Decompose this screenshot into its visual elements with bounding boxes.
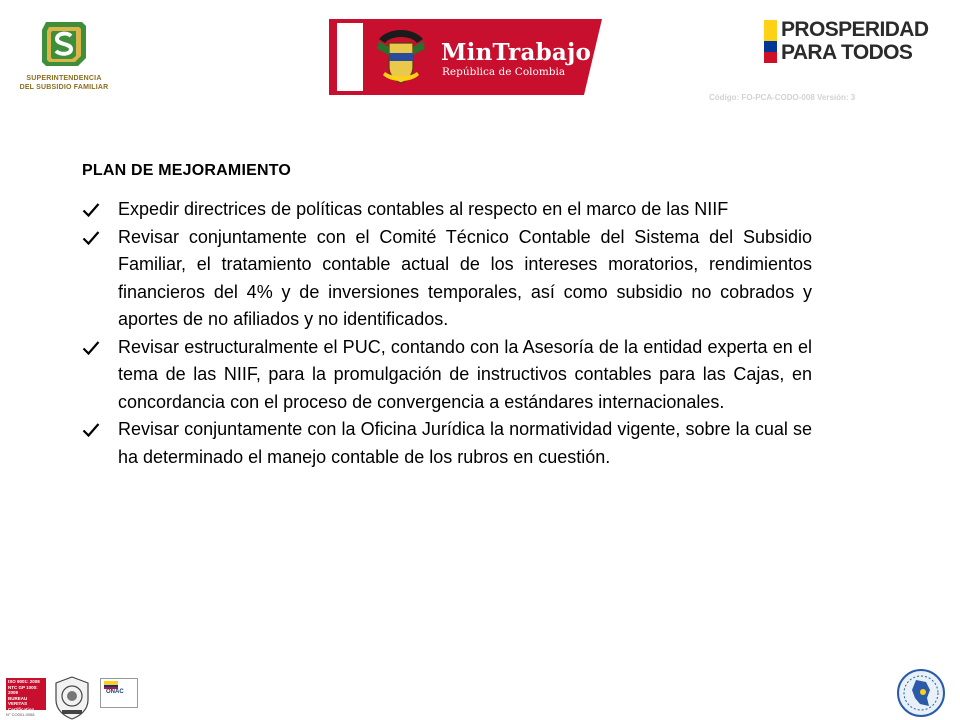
superintendencia-name	[14, 74, 114, 92]
mintrabajo-banner	[329, 19, 602, 95]
main-content	[82, 162, 812, 471]
checkmark-icon	[82, 340, 100, 356]
prosperidad-logo	[762, 18, 942, 66]
iso-certification-badge	[6, 678, 46, 710]
iso-line: NTC GP 1000: 2009	[8, 684, 38, 696]
list-item-text: Revisar conjuntamente con el Comité Técnico Contable del Sistema del Subsidio Familiar, el tratamiento contable actual de los intereses moratorios, rendimientos financieros del 4% y de inversiones temporales, así como subsidio no cobrados y aportes de no afiliados y no identificados.	[118, 226, 812, 329]
list-item	[82, 196, 812, 224]
superintendencia-line1: SUPERINTENDENCIA	[26, 75, 102, 82]
colombia-flag-icon	[764, 20, 777, 63]
page-title: PLAN DE MEJORAMIENTO	[82, 162, 292, 179]
checkmark-icon	[82, 230, 100, 246]
prosperidad-line2: PARA TODOS	[781, 41, 913, 64]
iso-line: Certification	[8, 706, 35, 712]
iso-certificate-number: N° CO001-0058	[6, 712, 35, 717]
list-item	[82, 224, 812, 334]
list-item-text: Revisar estructuralmente el PUC, contando con la Asesoría de la entidad experta en el tema de las NIIF, para la promulgación de instructivos contables para las Cajas, en concordancia con el proceso de convergencia a estándares internacionales.	[118, 336, 812, 412]
document-code: Código: FO-PCA-CODO-008 Versión: 3	[709, 93, 856, 102]
list-item	[82, 334, 812, 417]
superintendencia-line2: DEL SUBSIDIO FAMILIAR	[19, 84, 109, 91]
checkmark-icon	[82, 422, 100, 438]
list-item-text: Revisar conjuntamente con la Oficina Jurídica la normatividad vigente, sobre la cual se ha determinado el manejo contable de los rubros en cuestión.	[118, 419, 812, 467]
onac-badge	[100, 678, 138, 708]
superintendencia-logo	[14, 18, 114, 100]
list-item	[82, 416, 812, 471]
iso-line: BUREAU VERITAS	[8, 695, 28, 707]
colombia-map-stamp-icon	[896, 668, 946, 718]
list-item-text: Expedir directrices de políticas contables al respecto en el marco de las NIIF	[118, 199, 729, 219]
header	[0, 0, 960, 120]
mintrabajo-title: MinTrabajo	[441, 39, 592, 66]
checkmark-icon	[82, 202, 100, 218]
prosperidad-text	[781, 18, 928, 64]
onac-label: ONAC	[106, 689, 124, 695]
onac-flag-icon	[104, 681, 118, 689]
mintrabajo-subtitle: República de Colombia	[442, 66, 566, 78]
prosperidad-line1: PROSPERIDAD	[781, 18, 929, 41]
iso-line: ISO 9001: 2008	[8, 679, 40, 684]
improvement-plan-list	[82, 196, 812, 471]
colombia-coat-of-arms-icon	[373, 25, 429, 87]
superintendencia-s-emblem-icon	[38, 18, 90, 70]
bureau-veritas-seal-icon	[54, 676, 90, 720]
certification-logos	[6, 676, 140, 720]
